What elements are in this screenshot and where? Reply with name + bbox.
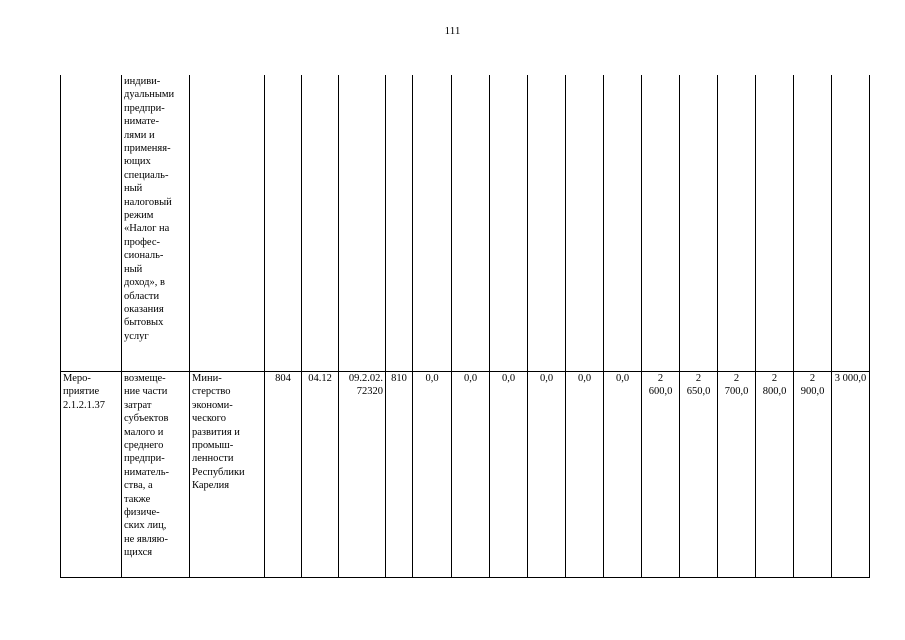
cell-value: 0,0	[452, 372, 490, 578]
budget-table	[60, 75, 870, 578]
cell-value: 3 000,0	[832, 372, 870, 578]
cell-rzpr-code: 04.12	[302, 372, 339, 578]
table-row-continuation	[61, 75, 870, 372]
cell-empty	[386, 75, 413, 372]
cell-empty	[604, 75, 642, 372]
cell-empty	[413, 75, 452, 372]
cell-empty	[302, 75, 339, 372]
cell-csr-code: 09.2.02. 72320	[339, 372, 386, 578]
cell-value: 0,0	[413, 372, 452, 578]
cell-executor-empty	[190, 75, 265, 372]
cell-empty	[680, 75, 718, 372]
cell-value: 2 900,0	[794, 372, 832, 578]
cell-empty	[490, 75, 528, 372]
cell-empty	[339, 75, 386, 372]
cell-value: 2 800,0	[756, 372, 794, 578]
cell-empty	[756, 75, 794, 372]
cell-empty	[832, 75, 870, 372]
table-row-measure	[61, 372, 870, 578]
cell-empty	[265, 75, 302, 372]
cell-vr-code: 810	[386, 372, 413, 578]
cell-value: 0,0	[604, 372, 642, 578]
cell-empty	[718, 75, 756, 372]
page-number: 111	[444, 25, 461, 37]
cell-value: 0,0	[490, 372, 528, 578]
cell-grbs-code: 804	[265, 372, 302, 578]
cell-value: 0,0	[528, 372, 566, 578]
cell-empty	[528, 75, 566, 372]
cell-measure-description: возмеще- ние части затрат субъектов малого и среднего предпри- ниматель- ства, а также физиче- ских лиц, не являю- щихся	[122, 372, 190, 578]
cell-value: 2 600,0	[642, 372, 680, 578]
cell-empty	[642, 75, 680, 372]
cell-value: 0,0	[566, 372, 604, 578]
cell-value: 2 700,0	[718, 372, 756, 578]
cell-empty	[452, 75, 490, 372]
cell-empty	[566, 75, 604, 372]
cell-description-continued: индиви- дуальными предпри- нимате- лями и применяя- ющих специаль- ный налоговый режим «Налог на профес- сиональ- ный доход», в области оказания бытовых услуг	[122, 75, 190, 372]
cell-measure-name: Меро- приятие 2.1.2.1.37	[61, 372, 122, 578]
cell-value: 2 650,0	[680, 372, 718, 578]
cell-empty	[794, 75, 832, 372]
cell-name-empty	[61, 75, 122, 372]
cell-executor: Мини- стерство экономи- ческого развития и промыш- ленности Республики Карелия	[190, 372, 265, 578]
